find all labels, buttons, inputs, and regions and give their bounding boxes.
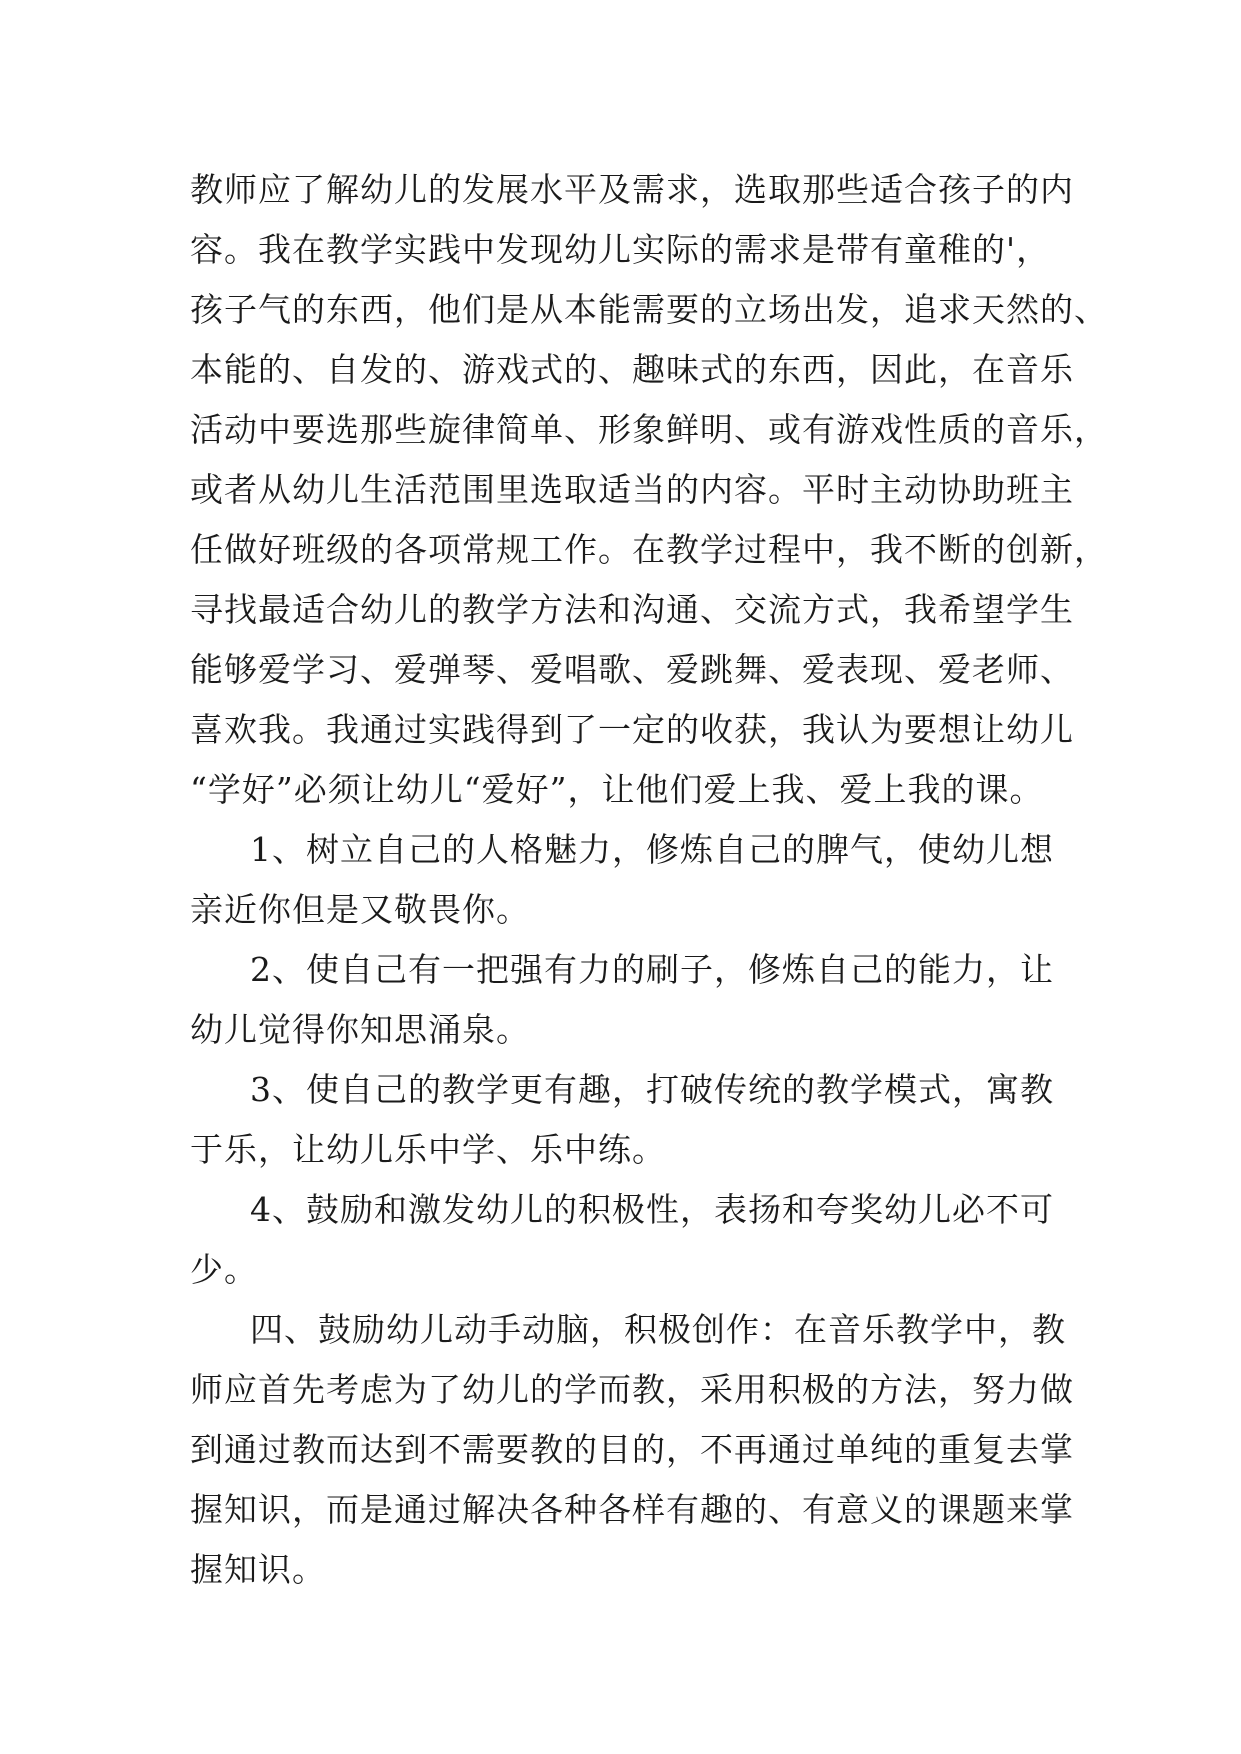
text-line: 喜欢我。我通过实践得到了一定的收获，我认为要想让幼儿 (190, 710, 1074, 749)
text-line: 活动中要选那些旋律简单、形象鲜明、或有游戏性质的音乐， (190, 410, 1108, 449)
list-item-2-line: 2、使自己有一把强有力的刷子，修炼自己的能力，让 (250, 950, 1054, 989)
text-line: 少。 (190, 1250, 258, 1289)
section-four-line: 四、鼓励幼儿动手动脑，积极创作：在音乐教学中，教 (250, 1310, 1066, 1349)
text-line: 寻找最适合幼儿的教学方法和沟通、交流方式，我希望学生 (190, 590, 1074, 629)
text-line: 容。我在教学实践中发现幼儿实际的需求是带有童稚的'， (190, 230, 1051, 269)
text-line: 于乐，让幼儿乐中学、乐中练。 (190, 1130, 666, 1169)
text-line: 握知识。 (190, 1550, 326, 1589)
text-line: 孩子气的东西，他们是从本能需要的立场出发，追求天然的、 (190, 290, 1108, 329)
list-item-4-line: 4、鼓励和激发幼儿的积极性，表扬和夸奖幼儿必不可 (250, 1190, 1054, 1229)
body-text (190, 160, 1108, 1600)
text-line: 本能的、自发的、游戏式的、趣味式的东西，因此，在音乐 (190, 350, 1074, 389)
list-item-1-line: 1、树立自己的人格魅力，修炼自己的脾气，使幼儿想 (250, 830, 1054, 869)
text-line: 教师应了解幼儿的发展水平及需求，选取那些适合孩子的内 (190, 170, 1074, 209)
list-item-3-line: 3、使自己的教学更有趣，打破传统的教学模式，寓教 (250, 1070, 1054, 1109)
text-line: 亲近你但是又敬畏你。 (190, 890, 530, 929)
text-line: 握知识，而是通过解决各种各样有趣的、有意义的课题来掌 (190, 1490, 1074, 1529)
text-line: “学好”必须让幼儿“爱好”，让他们爱上我、爱上我的课。 (190, 770, 1044, 809)
text-line: 任做好班级的各项常规工作。在教学过程中，我不断的创新， (190, 530, 1108, 569)
text-line: 幼儿觉得你知思涌泉。 (190, 1010, 530, 1049)
text-line: 师应首先考虑为了幼儿的学而教，采用积极的方法，努力做 (190, 1370, 1074, 1409)
text-line: 到通过教而达到不需要教的目的，不再通过单纯的重复去掌 (190, 1430, 1074, 1469)
text-line: 能够爱学习、爱弹琴、爱唱歌、爱跳舞、爱表现、爱老师、 (190, 650, 1074, 689)
text-line: 或者从幼儿生活范围里选取适当的内容。平时主动协助班主 (190, 470, 1074, 509)
